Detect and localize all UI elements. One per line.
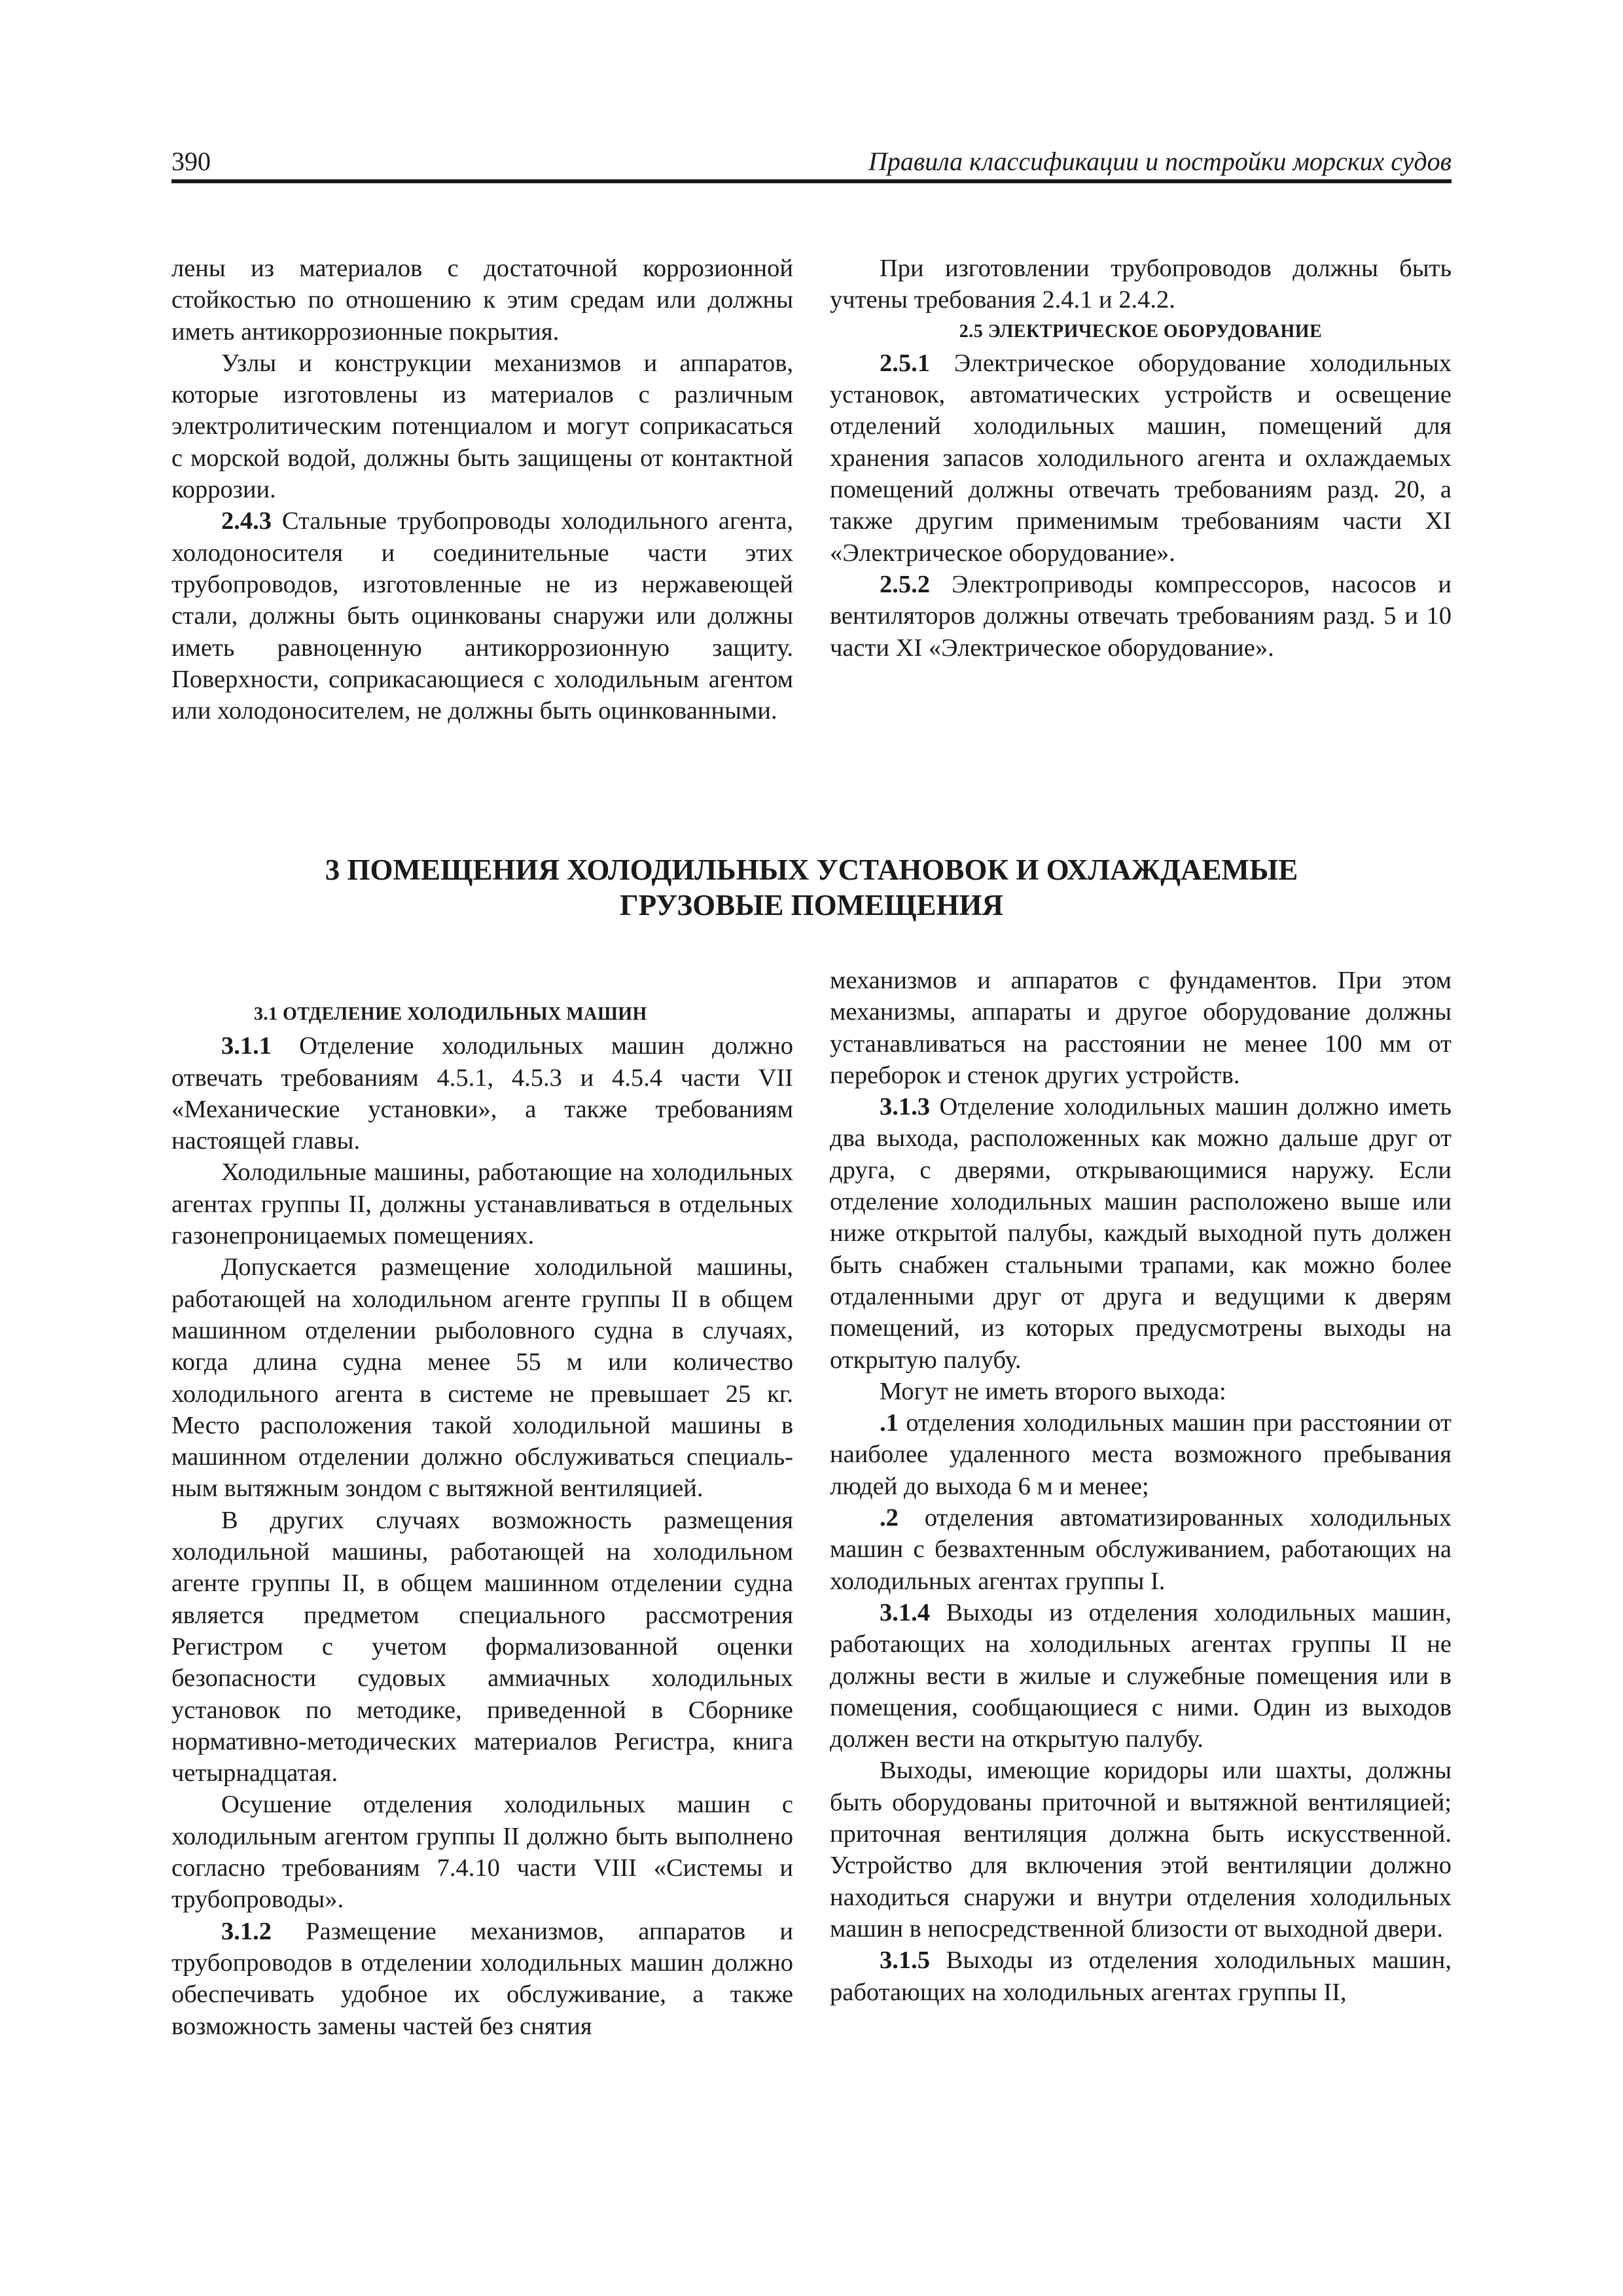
left-column-bottom <box>171 999 793 2042</box>
right-column-bottom <box>830 965 1452 2008</box>
paragraph: При изготовлении трубопроводов должны быть учтены требования 2.4.1 и 2.4.2. <box>830 255 1452 314</box>
clause-number: 3.1.3 <box>880 1093 930 1121</box>
paragraph: Выходы, имеющие коридоры или шахты, должны быть оборудованы приточной и вытяжной вентиляцией; приточная вентиляция должна быть искусственной. Устройство для включения этой вентиляции должно находиться снаружи и внутри отделения холодильных машин в непосредственной близости от выходной двери. <box>830 1757 1452 1943</box>
clause-number: .2 <box>880 1504 899 1532</box>
paragraph: лены из материалов с достаточной коррозионной стойкостью по отношению к этим средам или должны иметь антикоррозионные покрытия. <box>171 255 793 346</box>
page-number: 390 <box>171 147 211 176</box>
paragraph: .2 отделения автоматизированных холодильных машин с безвахтенным обслуживанием, работающих на холодильных агентах группы I. <box>830 1504 1452 1595</box>
section-heading: 2.5 ЭЛЕКТРИЧЕСКОЕ ОБОРУДОВАНИЕ <box>959 321 1323 342</box>
paragraph: Холодильные машины, работающие на холодильных агентах группы II, должны устанавливаться в отдельных газонепроницаемых помещениях. <box>171 1158 793 1250</box>
paragraph: 2.4.3 Стальные трубопроводы холодильного агента, холодоносителя и соединительные части этих трубопроводов, изготовленные не из нержавеющей стали, должны быть оцинкованы снаружи или должны иметь равноценную антикоррозионную защиту. Поверхности, соприкасающиеся с холодильным агентом или холодоносителем, не должны быть оцинкованными. <box>171 507 793 725</box>
section-heading: 3.1 ОТДЕЛЕНИЕ ХОЛОДИЛЬНЫХ МАШИН <box>254 1004 647 1024</box>
right-column-top <box>830 253 1452 664</box>
clause-number: 3.1.5 <box>880 1946 930 1975</box>
paragraph: 3.1.3 Отделение холодильных машин должно иметь два выхода, расположенных как можно дальше друг от друга, с дверями, открывающимися наружу. Если отделение холодильных машин расположено выше или ниже открытой палубы, каждый выходной путь должен быть снабжен стальными трапами, как можно более отдаленными друг от друга и ведущими к дверям помещений, из которых предусмотрены выходы на открытую палубу. <box>830 1093 1452 1374</box>
chapter-heading-line: ГРУЗОВЫЕ ПОМЕЩЕНИЯ <box>619 889 1004 922</box>
paragraph: 3.1.1 Отделение холодильных машин должно отвечать требованиям 4.5.1, 4.5.3 и 4.5.4 части VII «Механические установки», а также требованиям настоящей главы. <box>171 1032 793 1155</box>
clause-number: 3.1.1 <box>221 1032 272 1060</box>
paragraph: Узлы и конструкции механизмов и аппаратов, которые изготовлены из материалов с различным электролитическим потенциалом и могут соприкасаться с морской водой, должны быть защищены от контактной коррозии. <box>171 349 793 504</box>
paragraph: 2.5.2 Электроприводы компрессоров, насосов и вентиляторов должны отвечать требованиям разд. 5 и 10 части XI «Электрическое оборудование». <box>830 570 1452 662</box>
paragraph: Могут не иметь второго выхода: <box>880 1377 1226 1405</box>
chapter-heading-line: 3 ПОМЕЩЕНИЯ ХОЛОДИЛЬНЫХ УСТАНОВОК И ОХЛАЖДАЕМЫЕ <box>325 853 1298 886</box>
page-header <box>171 143 1452 183</box>
paragraph: .1 отделения холодильных машин при расстоянии от наиболее удаленного места возможного пребывания людей до выхода 6 м и менее; <box>830 1409 1452 1500</box>
paragraph: механизмов и аппаратов с фундаментов. При этом механизмы, аппараты и другое оборудование должны устанавливаться на расстоянии не менее 100 мм от переборок и стенок других устройств. <box>830 967 1452 1089</box>
paragraph: В других случаях возможность размещения холодильной машины, работающей на холодильном агенте группы II, в общем машинном отделении судна является предметом специального рассмотрения Регистром с учетом формализованной оценки безопасности судовых аммиачных холодильных установок по методике, приведенной в Сборнике нормативно-методических материалов Регистра, книга четырнадцатая. <box>171 1506 793 1787</box>
left-column-top <box>171 253 793 726</box>
chapter-heading <box>171 852 1452 923</box>
clause-number: 2.4.3 <box>221 507 272 535</box>
clause-number: 2.5.1 <box>880 349 930 377</box>
clause-number: .1 <box>880 1409 899 1437</box>
paragraph: 2.5.1 Электрическое оборудование холодильных установок, автоматических устройств и освещение отделений холодильных машин, помещений для хранения запасов холодильного агента и охлаждаемых помещений должны отвечать требованиям разд. 20, а также другим применимым требованиям части XI «Электрическое оборудование». <box>830 349 1452 567</box>
paragraph: 3.1.4 Выходы из отделения холодильных машин, работающих на холодильных агентах группы II не должны вести в жилые и служебные помещения или в помещения, сообщающиеся с ними. Один из выходов должен вести на открытую палубу. <box>830 1598 1452 1753</box>
paragraph: 3.1.5 Выходы из отделения холодильных машин, работающих на холодильных агентах группы II, <box>830 1946 1452 2006</box>
paragraph: Допускается размещение холодильной машины, работающей на холодильном агенте группы II в общем машинном отделении рыболовного судна в случаях, когда длина судна менее 55 м или количество холодильного агента в системе не превышает 25 кг. Место расположения такой холодильной машины в машинном отделении должно обслуживаться специальным вытяжным зондом с вытяжной вентиляцией. <box>171 1253 793 1503</box>
running-title: Правила классификации и постройки морских судов <box>868 147 1452 176</box>
paragraph: Осушение отделения холодильных машин с холодильным агентом группы II должно быть выполнено согласно требованиям 7.4.10 части VIII «Системы и трубопроводы». <box>171 1791 793 1914</box>
clause-number: 2.5.2 <box>880 570 930 598</box>
paragraph: 3.1.2 Размещение механизмов, аппаратов и трубопроводов в отделении холодильных машин должно обеспечивать удобное их обслуживание, а также возможность замены частей без снятия <box>171 1917 793 2040</box>
clause-number: 3.1.2 <box>221 1917 272 1945</box>
clause-number: 3.1.4 <box>880 1598 930 1626</box>
